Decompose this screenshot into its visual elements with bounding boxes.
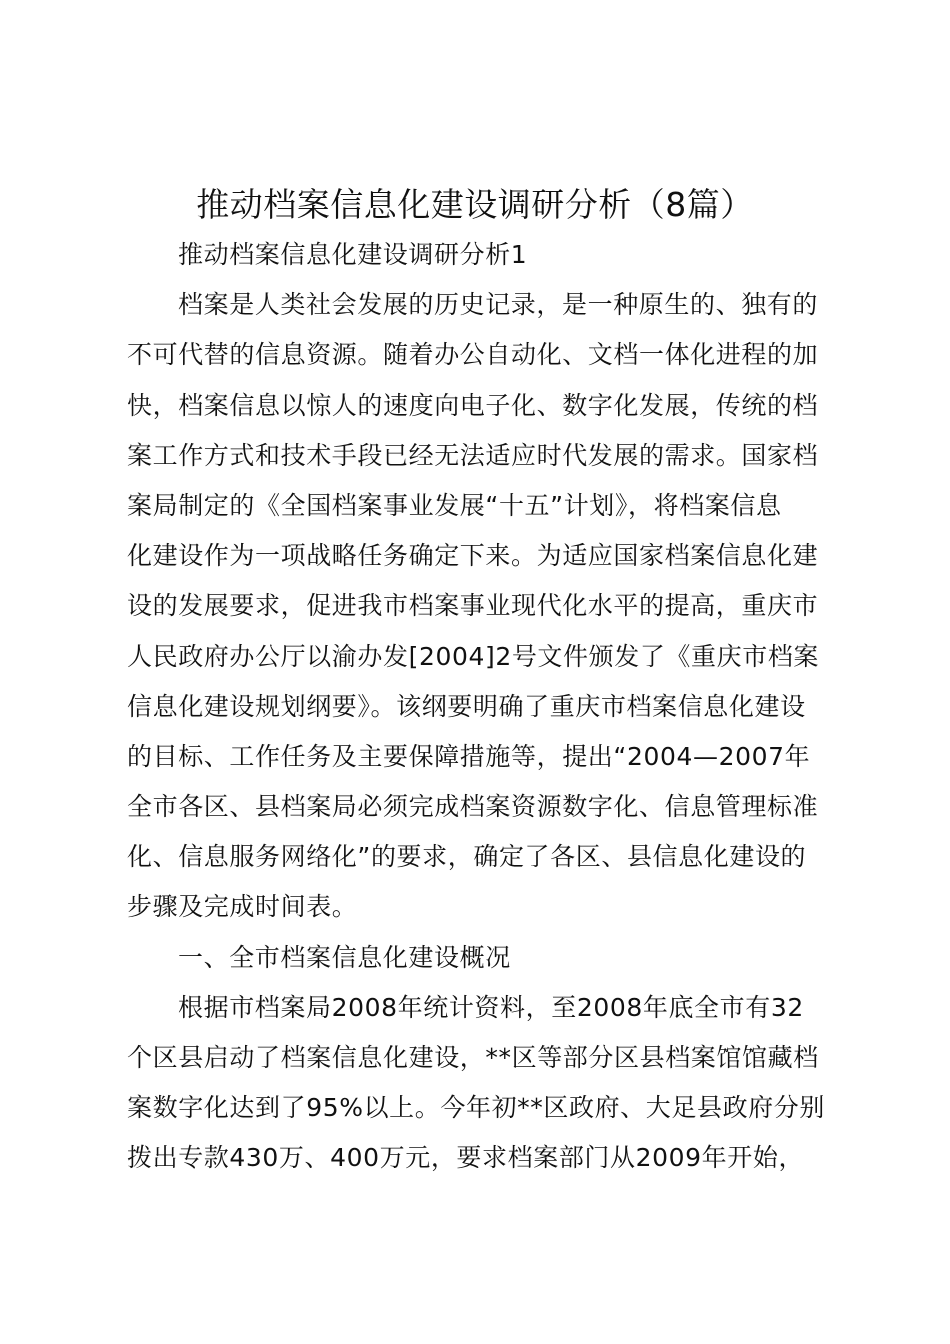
- paragraph-1-line: 步骤及完成时间表。: [127, 892, 358, 922]
- paragraph-1-line: 不可代替的信息资源。随着办公自动化、文档一体化进程的加: [127, 340, 819, 370]
- paragraph-2-line: 案数字化达到了95%以上。今年初**区政府、大足县政府分别: [127, 1093, 825, 1123]
- paragraph-1-line: 设的发展要求，促进我市档案事业现代化水平的提高，重庆市: [127, 591, 819, 621]
- document-body: [127, 230, 833, 1184]
- document-title: 推动档案信息化建设调研分析（8篇）: [196, 185, 754, 224]
- paragraph-1-line: 全市各区、县档案局必须完成档案资源数字化、信息管理标准: [127, 792, 819, 822]
- paragraph-2-line: 根据市档案局2008年统计资料，至2008年底全市有32: [178, 992, 804, 1022]
- paragraph-1-line: 档案是人类社会发展的历史记录，是一种原生的、独有的: [178, 290, 819, 320]
- paragraph-2-line: 个区县启动了档案信息化建设，**区等部分区县档案馆馆藏档: [127, 1043, 819, 1072]
- section-heading: 一、全市档案信息化建设概况: [178, 942, 511, 972]
- paragraph-1-line: 人民政府办公厅以渝办发[2004]2号文件颁发了《重庆市档案: [127, 641, 820, 671]
- paragraph-1-line: 快，档案信息以惊人的速度向电子化、数字化发展，传统的档: [127, 390, 819, 420]
- paragraph-1-line: 信息化建设规划纲要》。该纲要明确了重庆市档案信息化建设: [127, 691, 806, 721]
- paragraph-1-line: 化、信息服务网络化”的要求，确定了各区、县信息化建设的: [127, 842, 807, 872]
- subtitle: 推动档案信息化建设调研分析1: [178, 240, 528, 269]
- paragraph-1-line: 案工作方式和技术手段已经无法适应时代发展的需求。国家档: [127, 440, 819, 470]
- paragraph-1-line: 案局制定的《全国档案事业发展“十五”计划》，将档案信息: [127, 490, 782, 520]
- paragraph-2-line: 拨出专款430万、400万元，要求档案部门从2009年开始，: [127, 1143, 805, 1173]
- paragraph-1-line: 的目标、工作任务及主要保障措施等，提出“2004—2007年: [127, 741, 811, 771]
- paragraph-1-line: 化建设作为一项战略任务确定下来。为适应国家档案信息化建: [127, 541, 819, 571]
